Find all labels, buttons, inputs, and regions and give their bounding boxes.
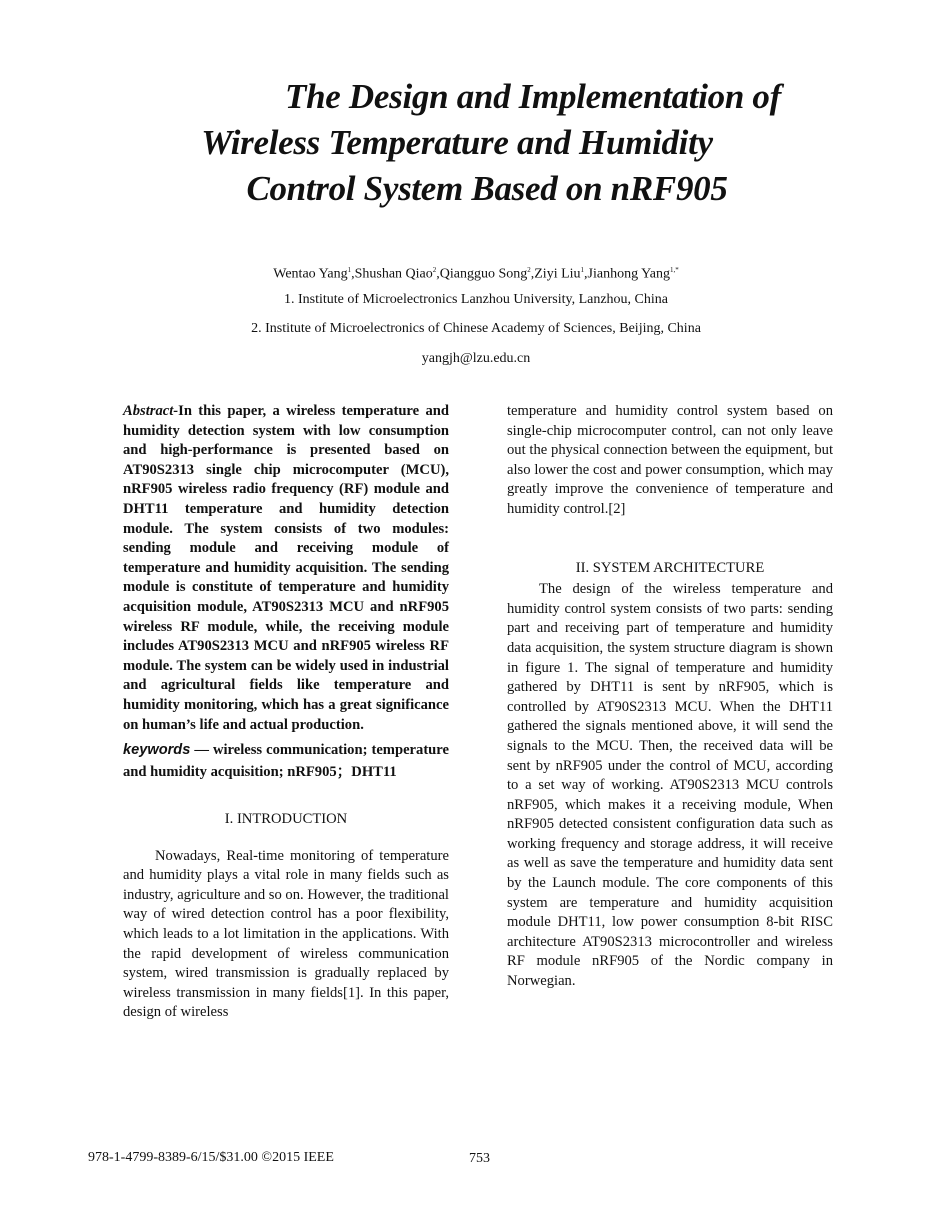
affiliation-1: 1. Institute of Microelectronics Lanzhou University, Lanzhou, China	[284, 292, 668, 307]
left-column	[123, 402, 449, 1023]
author-name: Ziyi Liu	[534, 266, 581, 282]
author-name: Jianhong Yang	[587, 266, 670, 282]
keywords-label: keywords	[123, 742, 191, 759]
keywords-text: wireless communication; temperature and humidity acquisition; nRF905；DHT11	[123, 742, 449, 781]
title-line-3: Control System Based on nRF905	[246, 169, 728, 208]
right-column	[507, 402, 833, 992]
title-line-2: Wireless Temperature and Humidity	[201, 123, 713, 162]
author-affil-mark: 1,*	[670, 266, 679, 274]
author-affil-mark: 2	[527, 266, 531, 274]
section-heading-introduction: I. INTRODUCTION	[224, 811, 348, 828]
introduction-paragraph-continued: temperature and humidity control system based on single-chip microcomputer control, can not only leave out the physical connection between the equipment, but also lower the cost and power consumption, which may greatly improve the convenience of temperature and humidity control.[2]	[507, 403, 833, 517]
affiliation-2: 2. Institute of Microelectronics of Chinese Academy of Sciences, Beijing, China	[251, 321, 701, 336]
introduction-paragraph: Nowadays, Real-time monitoring of temperature and humidity plays a vital role in many fields such as industry, agriculture and so on. However, the traditional way of wired detection control has a poor flexibility, which leads to a lot limitation in the applications. With the rapid development of wireless communication system, wired transmission is gradually replaced by wireless transmission in many fields[1]. In this paper, design of wireless	[123, 847, 449, 1021]
keywords-dash: —	[190, 742, 213, 759]
abstract	[123, 402, 449, 735]
author-affil-mark: 2	[432, 266, 437, 274]
title-line-1: The Design and Implementation of	[285, 77, 781, 116]
paper-title	[150, 74, 840, 212]
architecture-paragraph: The design of the wireless temperature and humidity control system consists of two parts: sending part and receiving part of temperature and humidity data acquisition, the system structure diagram is shown in figure 1. The signal of temperature and humidity gathered by DHT11 is sent by nRF905, which is controlled by AT90S2313 MCU. When the DHT11 gathered the signals mentioned above, it will send the signals to the MCU. Then, the received data will be sent by nRF905 under the control of MCU, according to a set way of working. AT90S2313 MCU controls nRF905, which makes it a receiving module, When nRF905 detected consistent configuration data such as working frequency and storage address, it will receive as well as save the temperature and humidity data sent by the Launch module. The core components of this system are temperature and humidity acquisition module DHT11, low power consumption 8-bit RISC architecture AT90S2313 microcontroller and wireless RF module nRF905 of the Nordic company in Norwegian.	[507, 581, 833, 990]
author-affil-mark: 1	[580, 266, 585, 274]
author-name: Shushan Qiao	[354, 266, 433, 282]
author-name: Qiangguo Song	[439, 266, 528, 282]
keywords	[123, 739, 449, 783]
author-affil-mark: 1	[347, 266, 352, 274]
abstract-lead: Abstract-	[123, 403, 179, 419]
author-name: Wentao Yang	[273, 266, 348, 282]
contact-email: yangjh@lzu.edu.cn	[421, 351, 531, 366]
copyright-footer: 978-1-4799-8389-6/15/$31.00 ©2015 IEEE	[88, 1150, 334, 1165]
section-heading-architecture: II. SYSTEM ARCHITECTURE	[575, 559, 765, 576]
page-number: 753	[469, 1151, 490, 1166]
author-list: Wentao Yang$^1$,Shushan Qiao$^2$,Qiangguo Song$^2$,Ziyi Liu$^1$,Jianhong Yang$^{1,*}$	[273, 266, 679, 282]
abstract-text: In this paper, a wireless temperature and humidity detection system with low consumption and high-performance is presented based on AT90S2313 single chip microcomputer (MCU), nRF905 wireless radio frequency (RF) module and DHT11 temperature and humidity detection module. The system consists of two modules: sending module and receiving module of temperature and humidity acquisition. The sending module is constitute of temperature and humidity acquisition module, AT90S2313 MCU and nRF905 wireless RF module, while, the receiving module includes AT90S2313 MCU and nRF905 wireless RF module. The system can be widely used in industrial and agricultural fields like temperature and humidity monitoring, which has a great significance on human’s life and actual production.	[123, 403, 449, 733]
